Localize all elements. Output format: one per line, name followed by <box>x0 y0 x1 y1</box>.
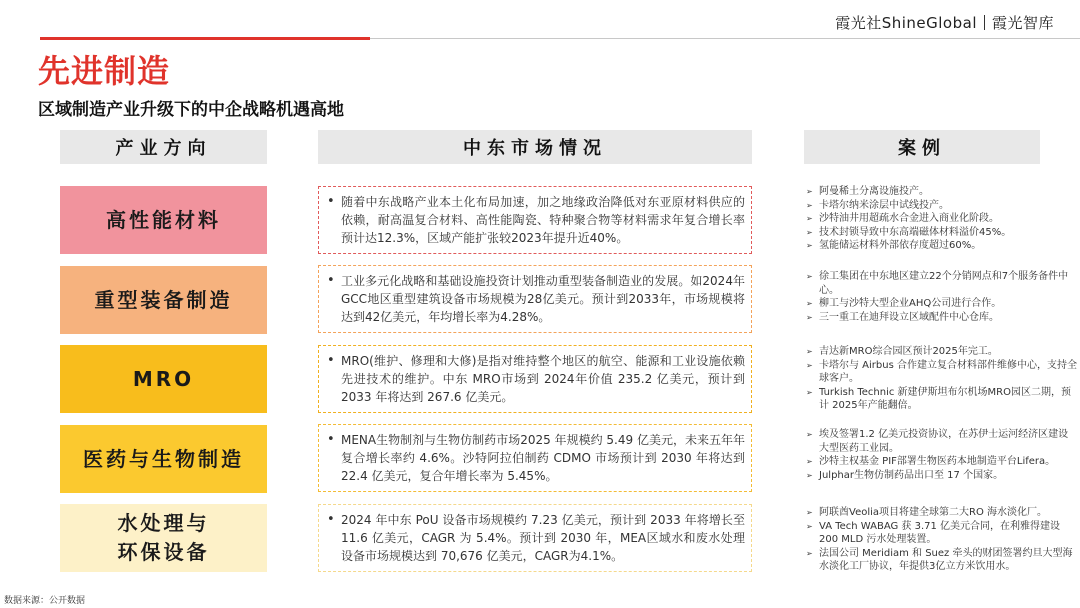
case-item: ➢ 柳工与沙特大型企业AHQ公司进行合作。 <box>806 298 1002 309</box>
bullet-dot: • <box>327 194 335 209</box>
case-item: ➢ Turkish Technic 新建伊斯坦布尔机场MRO园区二期，预计 2025年产能翻倍。 <box>806 386 1071 411</box>
industry-label-line2: 环保设备 <box>117 540 210 564</box>
case-item: ➢ 技术封锁导致中东高端磁体材料溢价45%。 <box>806 226 1012 238</box>
bullet-dot: • <box>327 353 335 368</box>
cases-heavy-equipment <box>806 270 1078 324</box>
industry-label: 医药与生物制造 <box>83 446 244 471</box>
cases-mro <box>806 345 1078 413</box>
industry-label: MRO <box>132 366 195 391</box>
arrow-icon: ➢ <box>806 430 813 439</box>
arrow-icon: ➢ <box>806 227 813 237</box>
brand-divider <box>984 15 985 30</box>
arrow-icon: ➢ <box>806 187 813 196</box>
case-item: ➢ 沙特油井用超疏水合金进入商业化阶段。 <box>806 213 999 224</box>
case-item: ➢ 法国公司 Meridiam 和 Suez 牵头的财团签署约旦大型海水淡化工厂协议，年提供3亿立方米饮用水。 <box>806 547 1073 572</box>
market-text: 2024 年中东 PoU 设备市场规模约 7.23 亿美元，预计到 2033 年将增长至 11.6 亿美元，CAGR 为 5.4%。预计到 2030 年，MEA区域水和废水处理设备市场规模达到 70,676 亿美元，CAGR为4.1%。 <box>341 513 745 563</box>
arrow-icon: ➢ <box>806 272 813 281</box>
case-item: ➢ 埃及签署1.2 亿美元投资协议，在苏伊士运河经济区建设大型医药工业园。 <box>806 429 1069 454</box>
arrow-icon: ➢ <box>806 241 813 250</box>
arrow-icon: ➢ <box>806 521 813 531</box>
market-text: 工业多元化战略和基础设施投资计划推动重型装备制造业的发展。如2024年GCC地区重型建筑设备市场规模为28亿美元。预计到2033年，市场规模将达到42亿美元，年均增长率为4.28%。 <box>341 274 745 324</box>
arrow-icon: ➢ <box>806 214 813 223</box>
case-item: ➢ Julphar生物仿制药品出口至 17 个国家。 <box>806 469 1004 481</box>
arrow-icon: ➢ <box>806 387 813 397</box>
market-text: MRO(维护、修理和大修)是指对维持整个地区的航空、能源和工业设施依赖先进技术的维护。中东 MRO市场到 2024年价值 235.2 亿美元，预计到 2033 年将达到 267.6 亿美元。 <box>341 354 745 404</box>
bullet-dot: • <box>327 512 335 527</box>
case-item: ➢ 徐工集团在中东地区建立22个分销网点和7个服务备件中心。 <box>806 271 1069 296</box>
cases-water-treatment <box>806 506 1078 574</box>
market-box-heavy-equipment <box>318 265 752 333</box>
header-cases: 案例 <box>804 130 1040 164</box>
arrow-icon: ➢ <box>806 508 813 517</box>
case-item: ➢ 阿曼稀土分离设施投产。 <box>806 186 929 197</box>
data-source-note: 数据来源：公开数据 <box>4 596 86 606</box>
arrow-icon: ➢ <box>806 312 813 322</box>
cases-pharma-bio <box>806 428 1078 482</box>
arrow-icon: ➢ <box>806 470 813 480</box>
arrow-icon: ➢ <box>806 457 813 466</box>
case-item: ➢ 卡塔尔纳米涂层中试线投产。 <box>806 199 949 211</box>
case-item: ➢ 沙特主权基金 PIF部署生物医药本地制造平台Lifera。 <box>806 456 1056 467</box>
page-subtitle: 区域制造产业升级下的中企战略机遇高地 <box>38 100 344 120</box>
arrow-icon: ➢ <box>806 200 813 210</box>
industry-label-line1: 水处理与 <box>117 511 210 535</box>
cases-high-performance-materials <box>806 185 1078 253</box>
arrow-icon: ➢ <box>806 347 813 356</box>
header-industry: 产业方向 <box>60 130 267 164</box>
arrow-icon: ➢ <box>806 299 813 308</box>
industry-label: 重型装备制造 <box>94 287 233 312</box>
brand-shineglobal: 霞光社ShineGlobal <box>835 14 977 32</box>
case-item: ➢ 三一重工在迪拜设立区域配件中心仓库。 <box>806 311 999 323</box>
bullet-dot: • <box>327 432 335 447</box>
case-item: ➢ 氢能储运材料外部依存度超过60%。 <box>806 240 982 251</box>
title-accent-line <box>40 37 370 40</box>
header-market: 中东市场情况 <box>318 130 752 164</box>
market-text: 随着中东战略产业本土化布局加速，加之地缘政治降低对东亚原材料供应的依赖，耐高温复合材料、高性能陶瓷、特种聚合物等材料需求年复合增长率预计达12.3%，区域产能扩张较2023年提升近40%。 <box>341 195 745 245</box>
industry-high-performance-materials <box>60 186 267 254</box>
bullet-dot: • <box>327 273 335 288</box>
industry-water-treatment <box>60 504 267 572</box>
industry-label: 高性能材料 <box>106 207 221 232</box>
arrow-icon: ➢ <box>806 360 813 370</box>
brand-header <box>835 12 1054 33</box>
market-box-mro <box>318 345 752 413</box>
market-text: MENA生物制剂与生物仿制药市场2025 年规模约 5.49 亿美元，未来五年年复合增长率约 4.6%。沙特阿拉伯制药 CDMO 市场预计到 2030 年将达到 22.4 亿美元，复合年增长率为 5.45%。 <box>341 433 745 483</box>
case-item: ➢ VA Tech WABAG 获 3.71 亿美元合同，在利雅得建设 200 MLD 污水处理装置。 <box>806 520 1061 545</box>
market-box-water-treatment <box>318 504 752 572</box>
case-item: ➢ 吉达新MRO综合园区预计2025年完工。 <box>806 346 998 357</box>
arrow-icon: ➢ <box>806 548 813 558</box>
page-title: 先进制造 <box>38 52 171 90</box>
case-item: ➢ 阿联酋Veolia项目将建全球第二大RO 海水淡化厂。 <box>806 507 1048 518</box>
market-box-high-performance-materials <box>318 186 752 254</box>
industry-pharma-bio <box>60 425 267 493</box>
industry-heavy-equipment <box>60 266 267 334</box>
case-item: ➢ 卡塔尔与 Airbus 合作建立复合材料部件维修中心，支持全球客户。 <box>806 359 1077 384</box>
brand-think-tank: 霞光智库 <box>991 14 1054 32</box>
market-box-pharma-bio <box>318 424 752 492</box>
industry-mro <box>60 345 267 413</box>
header-divider-line <box>370 38 1080 39</box>
